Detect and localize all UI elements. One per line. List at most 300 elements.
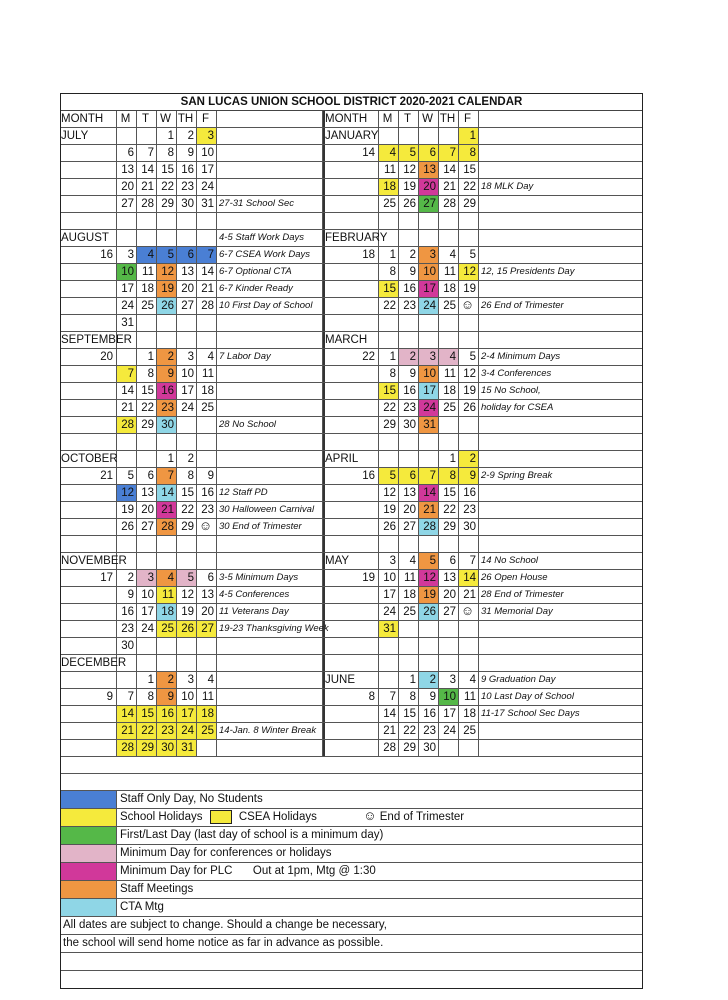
day-cell: 17 (177, 383, 197, 399)
month-label (61, 162, 117, 178)
day-cell: 12 (177, 587, 197, 603)
calendar-row (61, 196, 642, 213)
event-note: 12 Staff PD (217, 485, 323, 501)
month-label (323, 740, 379, 756)
day-cell: 21 (197, 281, 217, 297)
legend-staff-only: Staff Only Day, No Students (120, 793, 263, 805)
legend-plc-row (117, 863, 376, 880)
event-note: 10 First Day of School (217, 298, 323, 314)
day-cell: 23 (177, 179, 197, 195)
month-label: JULY (61, 128, 117, 144)
day-cell (197, 315, 217, 331)
day-cell: 6 (197, 570, 217, 586)
calendar-row (61, 366, 642, 383)
day-cell: 1 (157, 451, 177, 467)
calendar-row (61, 264, 642, 281)
day-cell: 27 (399, 519, 419, 535)
day-cell: 22 (157, 179, 177, 195)
month-label (323, 604, 379, 620)
day-cell (137, 213, 157, 229)
legend-plc-detail: Out at 1pm, Mtg @ 1:30 (252, 865, 376, 877)
day-cell: 5 (419, 553, 439, 569)
day-cell: 10 (137, 587, 157, 603)
month-label (323, 706, 379, 722)
month-label (323, 162, 379, 178)
month-label: FEBRUARY (325, 232, 388, 244)
day-cell: 12 (459, 264, 479, 280)
day-cell (399, 332, 419, 348)
day-cell: 10 (117, 264, 137, 280)
event-note (479, 434, 585, 450)
calendar-title: SAN LUCAS UNION SCHOOL DISTRICT 2020-2021 CALENDAR (61, 94, 642, 111)
calendar-row (61, 145, 642, 162)
day-cell: 18 (197, 383, 217, 399)
day-cell: 30 (177, 196, 197, 212)
day-cell: 13 (137, 485, 157, 501)
week-count: 9 (61, 689, 117, 705)
calendar-row (61, 179, 642, 196)
day-cell: 21 (137, 179, 157, 195)
day-cell: 11 (399, 570, 419, 586)
week-count: 21 (61, 468, 117, 484)
spacer-row (61, 971, 642, 988)
day-cell: 11 (197, 366, 217, 382)
day-cell: 9 (419, 689, 439, 705)
day-cell (117, 213, 137, 229)
day-cell: 2 (419, 672, 439, 688)
day-cell: 8 (177, 468, 197, 484)
calendar-row (61, 417, 642, 434)
day-cell: 4 (399, 553, 419, 569)
day-cell: 14 (459, 570, 479, 586)
day-cell: 31 (197, 196, 217, 212)
day-cell (117, 332, 137, 348)
month-label (61, 264, 117, 280)
month-label: AUGUST (61, 230, 117, 246)
day-cell: 19 (177, 604, 197, 620)
month-label: MAY (323, 553, 379, 569)
calendar-sheet (60, 93, 643, 989)
day-cell (399, 621, 419, 637)
day-cell (157, 213, 177, 229)
day-cell: 27 (439, 604, 459, 620)
month-label: JANUARY (325, 130, 379, 142)
day-cell: 4 (197, 349, 217, 365)
day-cell (439, 740, 459, 756)
month-label (323, 434, 379, 450)
day-cell: 23 (197, 502, 217, 518)
day-cell: 3 (177, 672, 197, 688)
day-cell: 25 (439, 400, 459, 416)
event-note: 28 No School (217, 417, 323, 433)
day-cell: 16 (399, 383, 419, 399)
day-cell: 23 (117, 621, 137, 637)
day-cell: 28 (379, 740, 399, 756)
day-cell: 13 (117, 162, 137, 178)
month-label (61, 179, 117, 195)
day-cell: 13 (439, 570, 459, 586)
day-cell: 3 (117, 247, 137, 263)
day-cell: 10 (419, 366, 439, 382)
day-cell (459, 621, 479, 637)
event-note: 31 Memorial Day (481, 606, 553, 617)
day-cell: 29 (439, 519, 459, 535)
day-cell: 3 (197, 128, 217, 144)
day-cell (177, 553, 197, 569)
day-cell (439, 332, 459, 348)
day-cell (117, 451, 137, 467)
day-cell: 10 (197, 145, 217, 161)
day-cell (157, 230, 177, 246)
event-note: 3-5 Minimum Days (217, 570, 323, 586)
day-cell (399, 536, 419, 552)
day-cell: 6 (399, 468, 419, 484)
day-cell: 11 (157, 587, 177, 603)
day-cell: 18 (157, 604, 177, 620)
event-note: 26 Open House (481, 572, 548, 583)
day-cell (197, 451, 217, 467)
month-label (323, 485, 379, 501)
day-cell: 17 (197, 162, 217, 178)
month-label (61, 145, 117, 161)
day-cell: 17 (379, 587, 399, 603)
day-cell: 12 (117, 485, 137, 501)
day-cell: 12 (379, 485, 399, 501)
day-cell: 15 (137, 706, 157, 722)
day-cell: 31 (419, 417, 439, 433)
spacer-row (61, 774, 642, 791)
day-cell: 1 (137, 672, 157, 688)
month-label (61, 723, 117, 739)
day-cell (197, 230, 217, 246)
day-cell (419, 536, 439, 552)
day-cell: 2 (117, 570, 137, 586)
day-cell (379, 315, 399, 331)
event-note (479, 740, 585, 756)
day-cell: 5 (379, 468, 399, 484)
event-note (479, 162, 585, 178)
day-cell: 1 (439, 451, 459, 467)
day-cell: 5 (459, 247, 479, 263)
calendar-row (61, 536, 642, 553)
month-label (61, 621, 117, 637)
day-cell (177, 655, 197, 671)
month-label (61, 400, 117, 416)
day-cell: 21 (117, 723, 137, 739)
legend-cta: CTA Mtg (120, 901, 164, 913)
day-cell: 19 (459, 281, 479, 297)
event-note: 14 No School (481, 555, 539, 566)
day-cell: 22 (177, 502, 197, 518)
day-header: TH (177, 111, 197, 127)
day-cell: 19 (399, 179, 419, 195)
event-note: 12, 15 Presidents Day (481, 266, 575, 277)
day-cell: 5 (399, 145, 419, 161)
day-cell (379, 672, 399, 688)
legend-swatch-blue (61, 791, 117, 808)
day-cell: 16 (419, 706, 439, 722)
smiley-icon: ☺ (459, 604, 479, 620)
day-cell: 12 (157, 264, 177, 280)
event-note: 9 Graduation Day (481, 674, 556, 685)
day-cell: 3 (137, 570, 157, 586)
week-count: 16 (323, 468, 379, 484)
day-header: T (399, 111, 419, 127)
day-cell (459, 638, 479, 654)
day-cell (439, 434, 459, 450)
day-cell: 11 (379, 162, 399, 178)
day-header: M (379, 111, 399, 127)
day-cell: 30 (399, 417, 419, 433)
day-cell: 23 (399, 400, 419, 416)
legend-swatch-yellow (61, 809, 117, 826)
day-cell: 6 (439, 553, 459, 569)
day-cell: 19 (459, 383, 479, 399)
day-cell: 15 (177, 485, 197, 501)
day-cell: 26 (459, 400, 479, 416)
day-cell: 8 (157, 145, 177, 161)
day-cell: 7 (459, 553, 479, 569)
day-cell: 9 (399, 366, 419, 382)
day-cell: 27 (197, 621, 217, 637)
day-cell: 3 (439, 672, 459, 688)
day-cell: 15 (379, 281, 399, 297)
day-cell: 25 (459, 723, 479, 739)
month-label (323, 196, 379, 212)
day-cell: 17 (439, 706, 459, 722)
month-label (61, 706, 117, 722)
day-cell: 21 (419, 502, 439, 518)
day-cell (419, 434, 439, 450)
day-cell: 1 (459, 128, 479, 144)
day-cell (419, 332, 439, 348)
week-count: 19 (323, 570, 379, 586)
day-cell (137, 332, 157, 348)
day-cell: 13 (399, 485, 419, 501)
day-cell (197, 434, 217, 450)
event-note: 7 Labor Day (217, 349, 323, 365)
calendar-row (61, 298, 642, 315)
day-cell: 23 (459, 502, 479, 518)
month-label (323, 366, 379, 382)
month-label (323, 213, 379, 229)
day-cell: 13 (197, 587, 217, 603)
day-cell: 26 (177, 621, 197, 637)
day-cell: 14 (439, 162, 459, 178)
day-cell: 9 (459, 468, 479, 484)
day-cell (137, 655, 157, 671)
week-count: 18 (323, 247, 379, 263)
day-cell (177, 230, 197, 246)
day-cell: 6 (177, 247, 197, 263)
day-cell: 4 (157, 570, 177, 586)
month-label: DECEMBER (61, 657, 127, 669)
legend-swatch-cyan (61, 899, 117, 916)
day-cell: 15 (137, 383, 157, 399)
day-cell: 16 (459, 485, 479, 501)
calendar-row (61, 247, 642, 264)
day-cell: 18 (439, 383, 459, 399)
note-header-left (217, 111, 323, 127)
day-cell: 20 (117, 179, 137, 195)
day-cell: 10 (379, 570, 399, 586)
day-cell: 3 (419, 349, 439, 365)
day-cell: 28 (137, 196, 157, 212)
day-cell: 24 (197, 179, 217, 195)
day-cell: 17 (137, 604, 157, 620)
day-cell: 24 (117, 298, 137, 314)
day-cell (379, 128, 399, 144)
day-cell: 6 (117, 145, 137, 161)
day-cell: 30 (419, 740, 439, 756)
day-cell: 25 (197, 400, 217, 416)
day-cell: 31 (379, 621, 399, 637)
month-label (323, 638, 379, 654)
day-cell (157, 655, 177, 671)
event-note (217, 128, 323, 144)
event-note (479, 145, 585, 161)
day-cell: 16 (177, 162, 197, 178)
day-cell: 22 (379, 298, 399, 314)
calendar-row (61, 570, 642, 587)
legend-end-trimester: End of Trimester (379, 811, 465, 823)
event-note (217, 689, 323, 705)
month-label (323, 502, 379, 518)
calendar-row (61, 213, 642, 230)
month-label (61, 417, 117, 433)
day-cell: 16 (399, 281, 419, 297)
event-note (217, 553, 323, 569)
day-cell: 26 (157, 298, 177, 314)
day-header: TH (439, 111, 459, 127)
day-cell (439, 315, 459, 331)
calendar-row (61, 655, 642, 672)
calendar-row (61, 434, 642, 451)
day-cell: 27 (177, 298, 197, 314)
event-note: 30 Halloween Carnival (217, 502, 323, 518)
day-cell: 24 (177, 400, 197, 416)
day-cell: 31 (177, 740, 197, 756)
day-cell: 8 (439, 468, 459, 484)
day-cell (459, 332, 479, 348)
day-header: W (157, 111, 177, 127)
day-cell: 2 (157, 672, 177, 688)
day-cell (197, 417, 217, 433)
day-cell (379, 434, 399, 450)
day-cell: 8 (399, 689, 419, 705)
day-cell (399, 638, 419, 654)
month-label (61, 281, 117, 297)
day-cell: 15 (459, 162, 479, 178)
month-header-right: MONTH (323, 111, 379, 127)
day-cell: 31 (117, 315, 137, 331)
day-cell: 17 (117, 281, 137, 297)
day-cell: 17 (419, 281, 439, 297)
day-cell: 30 (157, 740, 177, 756)
day-cell (157, 434, 177, 450)
day-cell: 7 (419, 468, 439, 484)
event-note (479, 315, 585, 331)
event-note (479, 536, 585, 552)
event-note: 11-17 School Sec Days (481, 708, 580, 719)
day-cell (379, 536, 399, 552)
day-cell: 27 (419, 196, 439, 212)
day-cell: 4 (197, 672, 217, 688)
calendar-row (61, 604, 642, 621)
day-cell (459, 740, 479, 756)
day-cell: 28 (117, 417, 137, 433)
event-note (217, 162, 323, 178)
month-label (323, 655, 379, 671)
month-label (61, 502, 117, 518)
calendar-row (61, 485, 642, 502)
event-note (479, 451, 585, 467)
day-cell: 11 (197, 689, 217, 705)
legend (61, 791, 642, 988)
day-cell (399, 230, 419, 246)
day-cell: 20 (197, 604, 217, 620)
day-cell: 11 (137, 264, 157, 280)
day-cell (137, 128, 157, 144)
month-label (323, 587, 379, 603)
day-cell (459, 213, 479, 229)
event-note (217, 366, 323, 382)
event-note (217, 213, 323, 229)
month-label: OCTOBER (61, 453, 118, 465)
month-label (61, 672, 117, 688)
calendar-row (61, 706, 642, 723)
month-label (323, 621, 379, 637)
day-cell: 14 (117, 383, 137, 399)
calendar-row (61, 621, 642, 638)
calendar-row (61, 162, 642, 179)
day-cell (379, 230, 399, 246)
day-cell: 29 (399, 740, 419, 756)
event-note: 26 End of Trimester (481, 300, 564, 311)
month-label (61, 298, 117, 314)
day-cell (439, 230, 459, 246)
day-cell: 8 (137, 366, 157, 382)
calendar-row (61, 638, 642, 655)
event-note (479, 519, 585, 535)
day-cell (419, 315, 439, 331)
event-note (217, 655, 323, 671)
day-cell: 24 (137, 621, 157, 637)
day-cell: 18 (439, 281, 459, 297)
day-cell: 1 (379, 349, 399, 365)
calendar-row (61, 587, 642, 604)
day-cell: 9 (157, 689, 177, 705)
event-note: 10 Last Day of School (481, 691, 574, 702)
month-label (61, 196, 117, 212)
day-cell: 17 (419, 383, 439, 399)
day-cell: 29 (137, 740, 157, 756)
month-label (323, 315, 379, 331)
day-cell: 1 (137, 349, 157, 365)
legend-csea-holidays: CSEA Holidays (238, 811, 317, 823)
day-cell: 4 (459, 672, 479, 688)
month-header-left: MONTH (61, 111, 117, 127)
day-cell: 23 (157, 400, 177, 416)
day-cell (197, 638, 217, 654)
month-label (61, 604, 117, 620)
day-cell: 4 (439, 349, 459, 365)
day-cell (117, 655, 137, 671)
day-cell: 7 (379, 689, 399, 705)
legend-swatch-magenta (61, 863, 117, 880)
day-cell (197, 553, 217, 569)
calendar-row (61, 519, 642, 536)
